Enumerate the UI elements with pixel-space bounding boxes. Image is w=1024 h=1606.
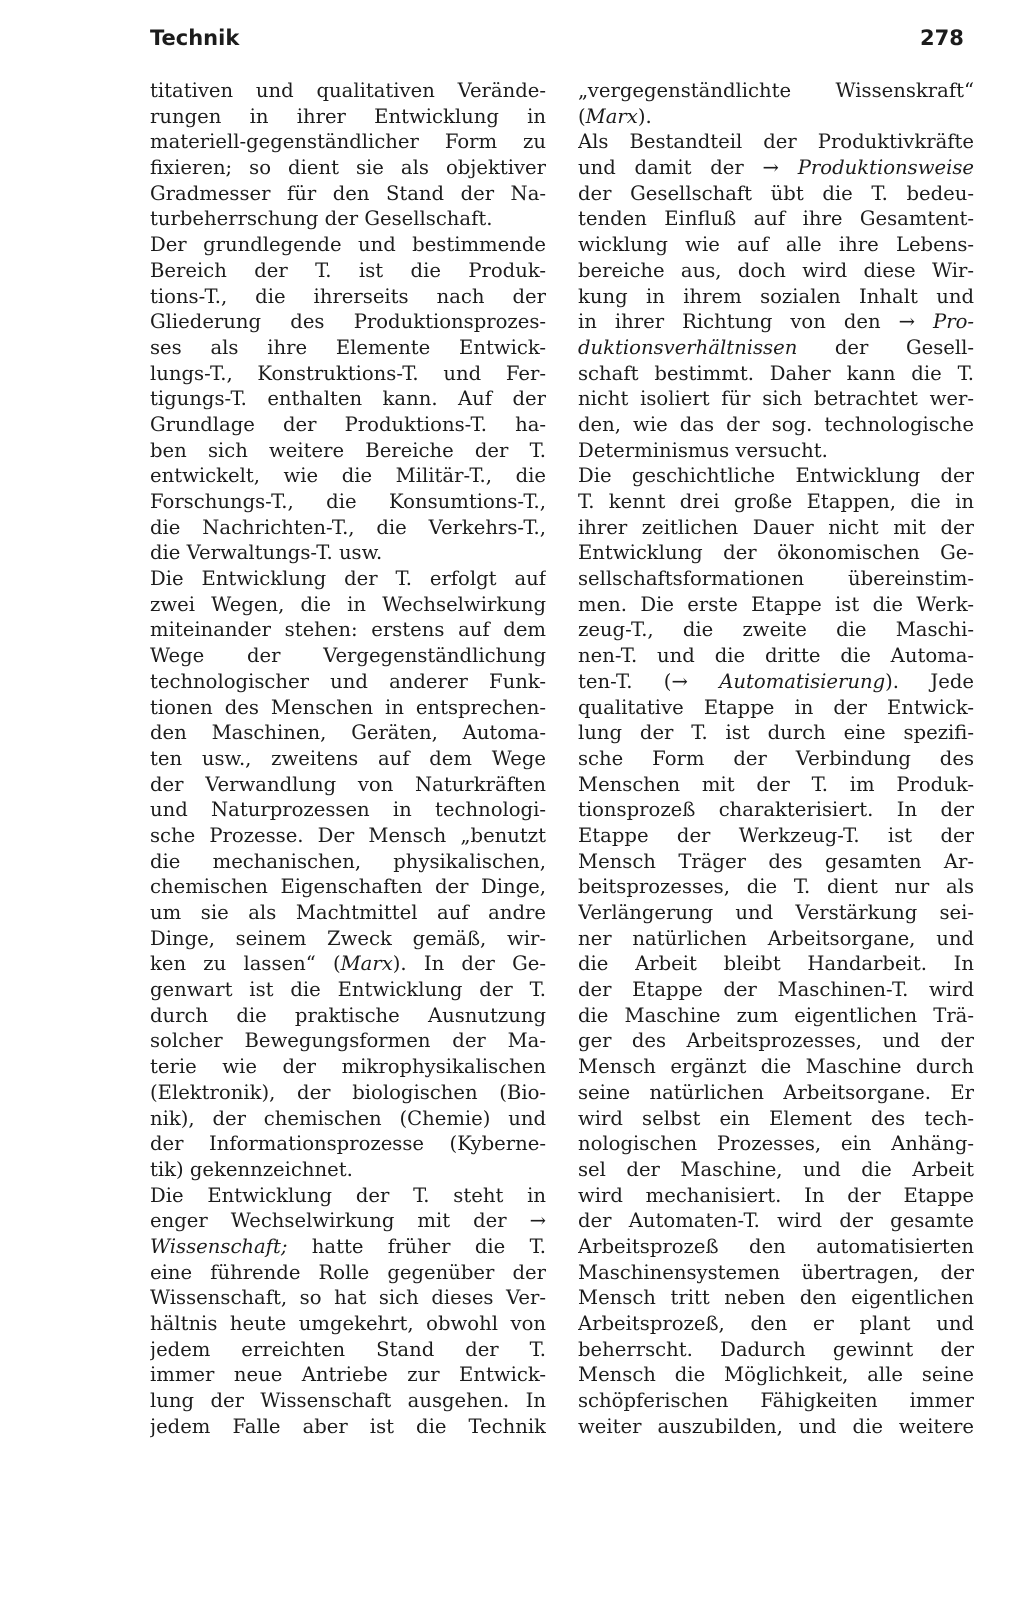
text-segment: chemischen Eigenschaften der Dinge, (150, 875, 546, 899)
text-line (150, 951, 546, 977)
text-line (578, 1003, 974, 1029)
text-segment: rungen in ihrer Entwicklung in (150, 104, 546, 128)
text-line (150, 78, 546, 104)
text-line (578, 1285, 974, 1311)
text-segment: Wege der Vergegenständlichung (150, 644, 546, 668)
text-segment: der Verwandlung von Naturkräften (150, 772, 546, 796)
text-segment: ten usw., zweitens auf dem Wege (150, 746, 546, 770)
text-segment: T. kennt drei große Etappen, die in (578, 490, 974, 513)
text-segment: Mensch tritt neben den eigentlichen (578, 1286, 974, 1310)
text-segment: nicht isoliert für sich betrachtet wer- (578, 387, 974, 411)
text-segment: „vergegenständlichte Wissenskraft“ (578, 79, 974, 102)
text-line (578, 335, 974, 361)
text-segment: Verlängerung und Verstärkung sei- (578, 901, 974, 924)
text-line (150, 669, 546, 695)
text-line (150, 1157, 546, 1183)
text-segment: sel der Maschine, und die Arbeit (578, 1157, 974, 1181)
text-segment: die Verwaltungs-T. usw. (150, 541, 383, 565)
text-segment: ken zu lassen“ ( (150, 952, 341, 976)
text-segment: miteinander stehen: erstens auf dem (150, 618, 546, 642)
text-segment: sellschaftsformationen übereinstim- (578, 567, 974, 591)
text-line (150, 540, 546, 566)
text-segment: beitsprozesses, die T. dient nur als (578, 875, 974, 899)
text-line (150, 797, 546, 823)
text-segment: jedem erreichten Stand der T. (150, 1337, 546, 1361)
text-segment: nen-T. und die dritte die Automa- (578, 644, 974, 668)
text-segment: Die geschichtliche Entwicklung der (578, 464, 974, 488)
text-line (150, 232, 546, 258)
text-line (578, 386, 974, 412)
text-segment: die Arbeit bleibt Handarbeit. In (578, 952, 974, 976)
text-segment: Arbeitsprozeß, den er plant und (578, 1312, 974, 1335)
text-segment: zwei Wegen, die in Wechselwirkung (150, 592, 546, 616)
italic-reference: Marx (585, 104, 638, 128)
text-segment: titativen und qualitativen Verände- (150, 79, 546, 102)
italic-reference: Produktionsweise (797, 156, 974, 180)
text-segment: Forschungs-T., die Konsumtions-T., (150, 490, 546, 513)
italic-reference: Marx (340, 952, 393, 976)
text-line (578, 155, 974, 181)
text-line (578, 1080, 974, 1106)
text-segment: ten-T. (→ (578, 669, 720, 693)
text-line (578, 643, 974, 669)
text-segment: der Gesellschaft übt die T. bedeu- (578, 181, 974, 205)
text-segment: Bereich der T. ist die Produk- (150, 258, 546, 282)
text-segment: lung der T. ist durch eine spezifi- (578, 721, 974, 745)
text-segment: Maschinensystemen übertragen, der (578, 1260, 974, 1284)
text-line (150, 1028, 546, 1054)
text-line (150, 643, 546, 669)
text-line (150, 1131, 546, 1157)
text-line (578, 772, 974, 798)
text-segment: Als Bestandteil der Produktivkräfte (578, 130, 974, 154)
text-line (150, 181, 546, 207)
text-line (578, 206, 974, 232)
text-line (150, 284, 546, 310)
text-line (150, 489, 546, 515)
text-segment: Gliederung des Produktionsprozes- (150, 310, 546, 334)
text-line (150, 386, 546, 412)
text-line (578, 463, 974, 489)
text-segment: Menschen mit der T. im Produk- (578, 772, 974, 796)
text-segment: immer neue Antriebe zur Entwick- (150, 1363, 546, 1387)
text-line (150, 1054, 546, 1080)
text-line (150, 1208, 546, 1234)
text-segment: qualitative Etappe in der Entwick- (578, 695, 974, 719)
text-line (578, 1337, 974, 1363)
text-line (150, 129, 546, 155)
text-line (578, 78, 974, 104)
text-segment: ). Jede (885, 669, 974, 693)
text-line (150, 746, 546, 772)
text-line (150, 566, 546, 592)
text-line (578, 284, 974, 310)
text-line (578, 926, 974, 952)
text-line (578, 104, 974, 130)
text-line (150, 592, 546, 618)
text-line (578, 849, 974, 875)
text-line (150, 977, 546, 1003)
text-segment: und Naturprozessen in technologi- (150, 798, 546, 822)
text-segment: der Informationsprozesse (Kyberne- (150, 1132, 546, 1156)
text-line (150, 772, 546, 798)
text-segment: Mensch ergänzt die Maschine durch (578, 1055, 974, 1079)
text-segment: sche Prozesse. Der Mensch „benutzt (150, 823, 546, 847)
text-line (578, 361, 974, 387)
text-segment: eine führende Rolle gegenüber der (150, 1260, 546, 1284)
text-line (150, 1003, 546, 1029)
text-line (150, 720, 546, 746)
text-line (150, 1260, 546, 1286)
italic-reference: Automatisierung (719, 669, 886, 693)
text-line (578, 258, 974, 284)
text-segment: tenden Einfluß auf ihre Gesamtent- (578, 207, 974, 231)
text-segment: ger des Arbeitsprozesses, und der (578, 1029, 974, 1053)
text-line (150, 335, 546, 361)
text-segment: turbeherrschung der Gesellschaft. (150, 207, 493, 231)
text-segment: men. Die erste Etappe ist die Werk- (578, 592, 974, 616)
text-line (150, 361, 546, 387)
text-line (578, 617, 974, 643)
text-segment: den, wie das der sog. technologische (578, 412, 974, 436)
text-line (150, 438, 546, 464)
text-segment: hältnis heute umgekehrt, obwohl von (150, 1312, 546, 1335)
text-line (150, 1106, 546, 1132)
text-line (578, 181, 974, 207)
text-line (578, 1208, 974, 1234)
page-number: 278 (920, 26, 964, 50)
text-line (150, 206, 546, 232)
text-line (578, 232, 974, 258)
text-line (150, 1362, 546, 1388)
text-segment: ner natürlichen Arbeitsorgane, und (578, 926, 974, 950)
text-line (578, 1054, 974, 1080)
text-segment: hatte früher die T. (287, 1234, 546, 1258)
text-segment: nik), der chemischen (Chemie) und (150, 1106, 546, 1130)
text-segment: der Gesell- (797, 335, 974, 359)
text-line (150, 900, 546, 926)
text-line (150, 1285, 546, 1311)
text-segment: Mensch die Möglichkeit, alle seine (578, 1363, 974, 1387)
text-line (578, 797, 974, 823)
text-segment: Wissenschaft, so hat sich dieses Ver- (150, 1286, 546, 1310)
text-segment: die Nachrichten-T., die Verkehrs-T., (150, 515, 546, 539)
text-segment: zeug-T., die zweite die Maschi- (578, 618, 974, 642)
text-line (578, 1260, 974, 1286)
text-line (578, 1183, 974, 1209)
text-segment: wird selbst ein Element des tech- (578, 1106, 974, 1130)
text-line (150, 695, 546, 721)
text-line (578, 592, 974, 618)
text-line (578, 1028, 974, 1054)
text-segment: beherrscht. Dadurch gewinnt der (578, 1337, 974, 1361)
text-line (578, 129, 974, 155)
text-line (578, 489, 974, 515)
text-segment: Determinismus versucht. (578, 438, 828, 462)
text-line (578, 1311, 974, 1337)
text-segment: Etappe der Werkzeug-T. ist der (578, 823, 974, 847)
text-line (150, 926, 546, 952)
text-line (578, 1234, 974, 1260)
text-segment: der Automaten-T. wird der gesamte (578, 1209, 974, 1233)
text-segment: schöpferischen Fähigkeiten immer (578, 1389, 974, 1413)
text-segment: in ihrer Richtung von den → (578, 310, 934, 334)
text-segment: solcher Bewegungsformen der Ma- (150, 1029, 546, 1053)
text-line (150, 874, 546, 900)
text-segment: technologischer und anderer Funk- (150, 669, 546, 693)
text-line (150, 1414, 546, 1440)
text-segment: tik) gekennzeichnet. (150, 1157, 353, 1181)
text-segment: sche Form der Verbindung des (578, 746, 974, 770)
text-segment: tionen des Menschen in entsprechen- (150, 695, 546, 719)
running-head-title: Technik (150, 26, 240, 50)
text-line (578, 746, 974, 772)
text-line (578, 1362, 974, 1388)
text-segment: Die Entwicklung der T. steht in (150, 1183, 546, 1207)
text-line (578, 566, 974, 592)
text-segment: jedem Falle aber ist die Technik (150, 1414, 546, 1438)
text-column-right (578, 78, 974, 1439)
text-segment: ). In der Ge- (392, 952, 546, 976)
text-segment: tigungs-T. enthalten kann. Auf der (150, 387, 546, 411)
text-segment: Mensch Träger des gesamten Ar- (578, 849, 974, 873)
text-segment: tions-T., die ihrerseits nach der (150, 284, 546, 308)
text-line (150, 463, 546, 489)
text-segment: Gradmesser für den Stand der Na- (150, 181, 546, 205)
text-line (150, 1183, 546, 1209)
text-line (150, 1080, 546, 1106)
text-segment: schaft bestimmt. Daher kann die T. (578, 361, 974, 385)
text-line (578, 823, 974, 849)
text-segment: Entwicklung der ökonomischen Ge- (578, 541, 974, 565)
text-segment: (Elektronik), der biologischen (Bio- (150, 1080, 546, 1104)
text-segment: ( (578, 104, 586, 128)
text-segment: Dinge, seinem Zweck gemäß, wir- (150, 926, 546, 950)
text-segment: enger Wechselwirkung mit der → (150, 1209, 546, 1233)
text-segment: weiter auszubilden, und die weitere (578, 1414, 974, 1438)
text-line (150, 823, 546, 849)
text-segment: ses als ihre Elemente Entwick- (150, 335, 546, 359)
text-segment: Arbeitsprozeß den automatisierten (578, 1234, 974, 1258)
text-line (150, 1311, 546, 1337)
italic-reference: Pro- (933, 310, 974, 334)
text-segment: und damit der → (578, 156, 798, 180)
text-line (578, 1157, 974, 1183)
text-segment: die mechanischen, physikalischen, (150, 849, 546, 873)
text-line (578, 695, 974, 721)
text-line (578, 977, 974, 1003)
text-line (578, 540, 974, 566)
text-segment: wicklung wie auf alle ihre Lebens- (578, 233, 974, 257)
text-line (150, 1388, 546, 1414)
text-line (578, 412, 974, 438)
text-line (578, 1131, 974, 1157)
text-line (578, 1388, 974, 1414)
text-segment: Der grundlegende und bestimmende (150, 233, 546, 257)
text-segment: genwart ist die Entwicklung der T. (150, 978, 546, 1002)
text-segment: kung in ihrem sozialen Inhalt und (578, 284, 974, 308)
text-segment: bereiche aus, doch wird diese Wir- (578, 258, 974, 282)
italic-reference: duktionsverhältnissen (578, 335, 798, 359)
text-segment: um sie als Machtmittel auf andre (150, 901, 546, 924)
text-segment: durch die praktische Ausnutzung (150, 1003, 546, 1027)
text-segment: lungs-T., Konstruktions-T. und Fer- (150, 361, 546, 385)
text-segment: materiell-gegenständlicher Form zu (150, 130, 546, 154)
text-segment: nologischen Prozesses, ein Anhäng- (578, 1132, 974, 1156)
text-line (578, 669, 974, 695)
text-segment: terie wie der mikrophysikalischen (150, 1055, 546, 1079)
text-line (150, 104, 546, 130)
text-line (150, 849, 546, 875)
text-line (578, 874, 974, 900)
text-line (578, 1106, 974, 1132)
text-line (578, 1414, 974, 1440)
text-line (578, 515, 974, 541)
text-line (578, 309, 974, 335)
italic-reference: Wissenschaft; (150, 1234, 288, 1258)
text-line (150, 309, 546, 335)
text-segment: seine natürlichen Arbeitsorgane. Er (578, 1080, 974, 1104)
text-column-left (150, 78, 546, 1439)
text-segment: die Maschine zum eigentlichen Trä- (578, 1003, 974, 1027)
text-segment: den Maschinen, Geräten, Automa- (150, 721, 546, 745)
text-line (578, 900, 974, 926)
text-segment: tionsprozeß charakterisiert. In der (578, 798, 974, 822)
text-line (150, 258, 546, 284)
text-line (150, 617, 546, 643)
text-segment: lung der Wissenschaft ausgehen. In (150, 1389, 546, 1413)
text-line (150, 1234, 546, 1260)
text-segment: fixieren; so dient sie als objektiver (150, 156, 546, 180)
text-segment: der Etappe der Maschinen-T. wird (578, 978, 974, 1002)
text-segment: Grundlage der Produktions-T. ha- (150, 412, 546, 436)
text-segment: ). (637, 104, 652, 128)
text-segment: ben sich weitere Bereiche der T. (150, 438, 546, 462)
text-line (150, 515, 546, 541)
text-line (578, 438, 974, 464)
text-line (150, 155, 546, 181)
text-line (578, 720, 974, 746)
text-line (150, 412, 546, 438)
text-segment: entwickelt, wie die Militär-T., die (150, 464, 546, 488)
text-segment: ihrer zeitlichen Dauer nicht mit der (578, 515, 974, 539)
text-line (150, 1337, 546, 1363)
text-line (578, 951, 974, 977)
text-segment: Die Entwicklung der T. erfolgt auf (150, 567, 546, 591)
text-segment: wird mechanisiert. In der Etappe (578, 1183, 974, 1207)
